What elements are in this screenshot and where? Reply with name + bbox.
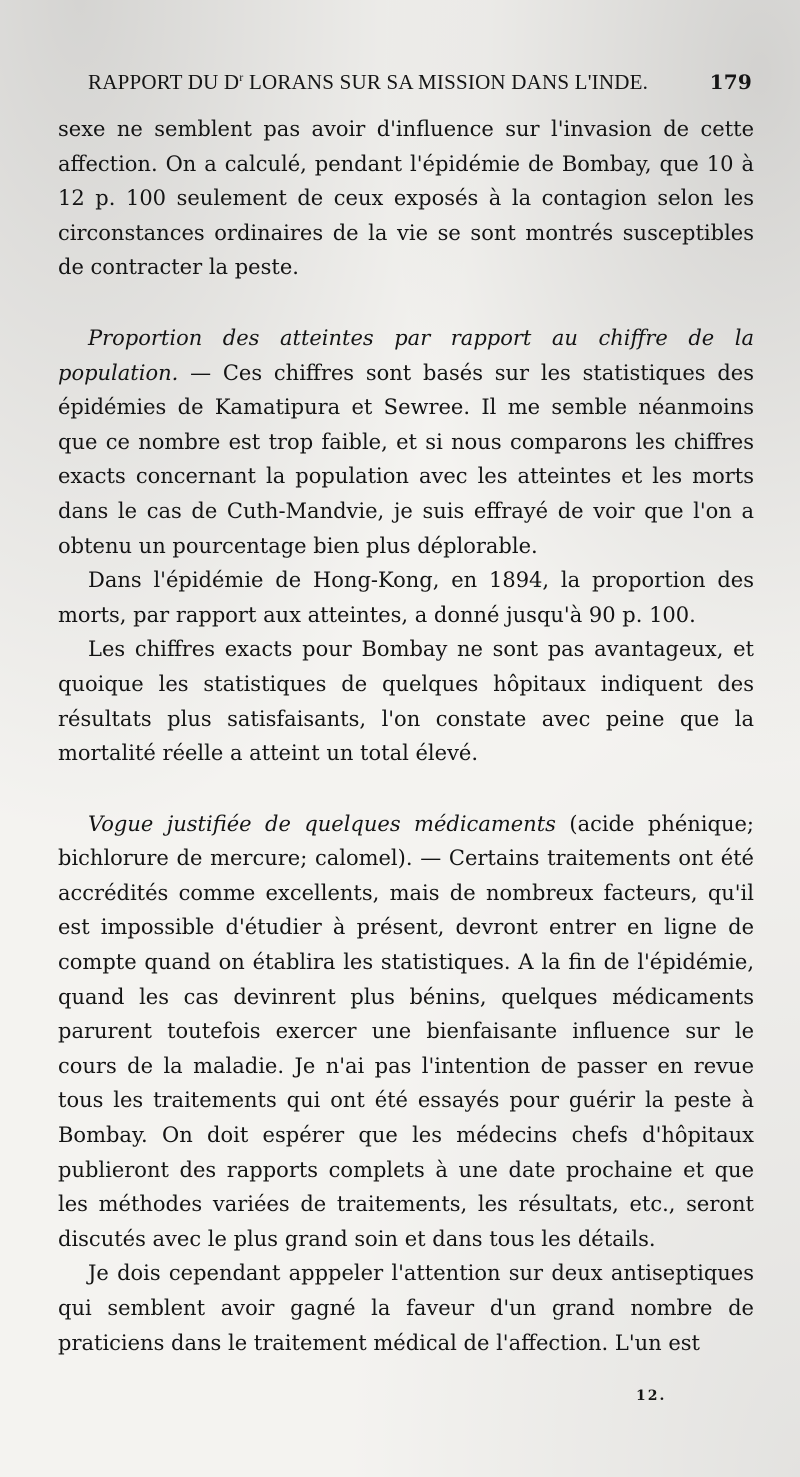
header-title [88, 70, 648, 95]
paragraph-2-text: — Ces chiffres sont basés sur les statistiques des épidémies de Kamatipura et Sewree. Il me semble néanmoins que ce nombre est trop faible, et si nous comparons les chiffres exacts concernant la population avec les atteintes et les morts dans le cas de Cuth-Mandvie, je suis effrayé de voir que l'on a obtenu un pourcentage bien plus déplorable. [58, 360, 754, 558]
paragraph-5 [58, 807, 754, 1257]
paragraph-3: Dans l'épidémie de Hong-Kong, en 1894, la proportion des morts, par rapport aux atteintes, a donné jusqu'à 90 p. 100. [58, 568, 754, 627]
header-title-sup: r [239, 70, 244, 84]
page-number: 179 [709, 70, 752, 94]
section-heading-proportion: Proportion des atteintes par rapport au chiffre de la population. [58, 325, 754, 385]
running-header [88, 70, 752, 95]
header-title-suffix: LORANS SUR SA MISSION DANS L'INDE. [243, 70, 649, 94]
paragraph-5-text: (acide phénique; bichlorure de mercure; calomel). — Certains traitements ont été accrédités comme excellents, mais de nombreux facteurs, qu'il est impossible d'étudier à présent, devront entrer en ligne de compte quand on établira les statistiques. A la fin de l'épidémie, quand les cas devinrent plus bénins, quelques médicaments parurent toutefois exercer une bienfaisante influence sur le cours de la maladie. Je n'ai pas l'intention de passer en revue tous les traitements qui ont été essayés pour guérir la peste à Bombay. On doit espérer que les médecins chefs d'hôpitaux publieront des rapports complets à une date prochaine et que les méthodes variées de traitements, les résultats, etc., seront discutés avec le plus grand soin et dans tous les détails. [58, 811, 754, 1251]
paragraph-6: Je dois cependant apppeler l'attention sur deux antiseptiques qui semblent avoir gagné la faveur d'un grand nombre de praticiens dans le traitement médical de l'affection. L'un est [58, 1261, 754, 1355]
section-heading-vogue: Vogue justifiée de quelques médicaments [88, 811, 556, 836]
header-title-prefix: RAPPORT DU D [88, 70, 240, 94]
signature-mark: 12. [636, 1388, 667, 1404]
paragraph-1: sexe ne semblent pas avoir d'influence sur l'invasion de cette affection. On a calculé, pendant l'épidémie de Bombay, que 10 à 12 p. 100 seulement de ceux exposés à la contagion selon les circonstances ordinaires de la vie se sont montrés susceptibles de contracter la peste. [58, 117, 754, 280]
paragraph-2 [58, 321, 754, 563]
paragraph-4: Les chiffres exacts pour Bombay ne sont pas avantageux, et quoique les statistiques de quelques hôpitaux indiquent des résultats plus satisfaisants, l'on constate avec peine que la mortalité réelle a atteint un total élevé. [58, 637, 754, 766]
page-body [58, 112, 754, 1360]
